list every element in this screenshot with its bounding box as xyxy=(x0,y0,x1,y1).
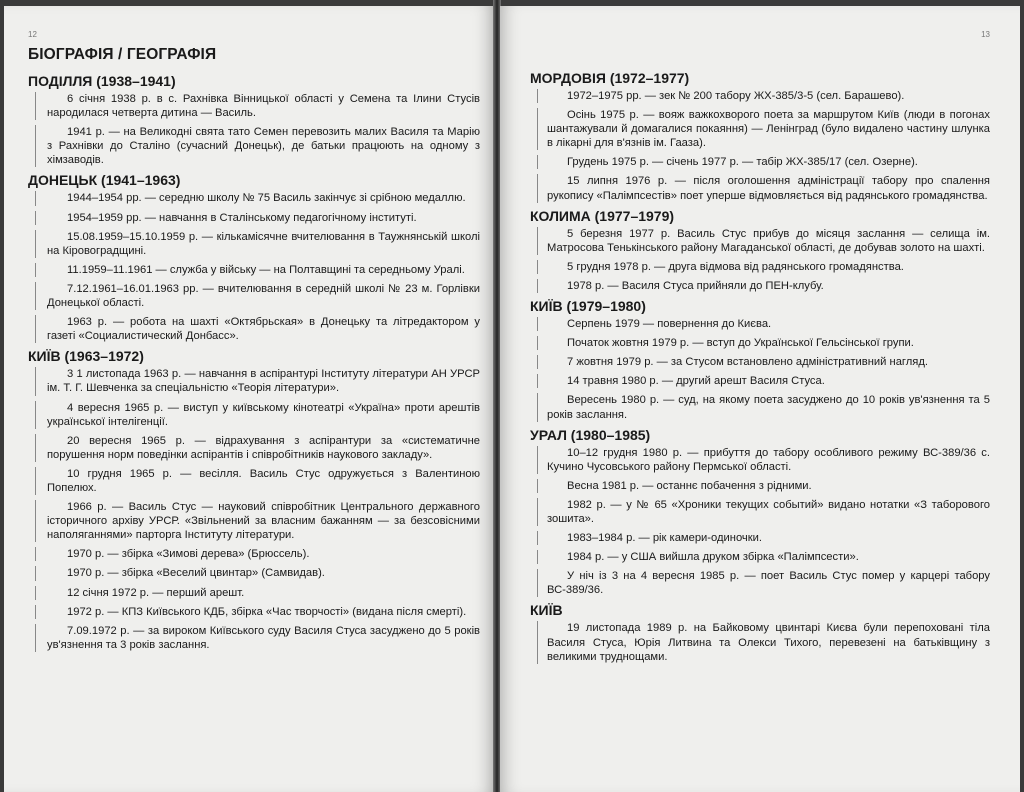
timeline-entry xyxy=(530,355,990,369)
entry-text: 1972 р. — КПЗ Київського КДБ, збірка «Час творчості» (видана після смерті). xyxy=(67,605,467,618)
timeline-entry xyxy=(530,174,990,202)
entry-text: У ніч із 3 на 4 вересня 1985 р. — поет Василь Стус помер у карцері табору ВС-389/36. xyxy=(547,570,990,597)
entry-text: 20 вересня 1965 р. — відрахування з аспірантури за «систематичне порушення норм поведінки аспірантів і співробітників наукового закладу». xyxy=(47,434,480,461)
entry-divider-bar xyxy=(35,282,36,310)
timeline-entry xyxy=(28,624,480,652)
entry-text: 5 березня 1977 р. Василь Стус прибув до місяця заслання — селища ім. Матросова Тенькінського району Магаданської області, де добував золото на шахті. xyxy=(547,227,990,254)
timeline-entry xyxy=(530,446,990,474)
entry-text: 1984 р. — у США вийшла друком збірка «Палімпсести». xyxy=(567,551,859,564)
timeline-entry xyxy=(530,393,990,421)
timeline-entry xyxy=(28,125,480,167)
timeline-entry xyxy=(28,263,480,277)
timeline-entry xyxy=(28,230,480,258)
entry-text: 1970 р. — збірка «Веселий цвинтар» (Самвидав). xyxy=(67,567,325,580)
timeline-entry xyxy=(530,336,990,350)
entry-divider-bar xyxy=(537,479,538,493)
timeline-entry xyxy=(28,282,480,310)
entry-divider-bar xyxy=(537,317,538,331)
entry-text: 15 липня 1976 р. — після оголошення адміністрації табору про спалення рукопису «Палімпсестів» поет уперше відмовляється від радянського громадянства. xyxy=(547,175,990,202)
entry-divider-bar xyxy=(35,434,36,462)
entry-text: 10–12 грудня 1980 р. — прибуття до табору особливого режиму ВС-389/36 с. Кучино Чусовського району Пермської області. xyxy=(547,446,990,473)
entry-divider-bar xyxy=(537,279,538,293)
timeline-section xyxy=(530,427,990,598)
entry-divider-bar xyxy=(537,446,538,474)
entry-divider-bar xyxy=(537,355,538,369)
entry-divider-bar xyxy=(35,315,36,343)
entry-text: 1963 р. — робота на шахті «Октябрьская» в Донецьку та літредактором у газеті «Социалистический Донбасс». xyxy=(47,316,480,343)
entry-divider-bar xyxy=(537,393,538,421)
timeline-entry xyxy=(530,621,990,663)
timeline-entry xyxy=(28,566,480,580)
entry-text: 11.1959–11.1961 — служба у війську — на Полтавщині та середньому Уралі. xyxy=(67,263,465,276)
entry-text: 7.12.1961–16.01.1963 рр. — вчителювання в середній школі № 23 м. Горлівки Донецької області. xyxy=(47,282,480,310)
timeline-entry xyxy=(28,211,480,225)
entry-text: 4 вересня 1965 р. — виступ у київському кінотеатрі «Україна» проти арештів української інтелігенції. xyxy=(47,401,480,428)
section-title: ДОНЕЦЬК (1941–1963) xyxy=(28,172,181,189)
entry-text: 6 січня 1938 р. в с. Рахнівка Вінницької області у Семена та Ілини Стусів народилася четверта дитина — Василь. xyxy=(47,93,480,120)
entry-text: 1966 р. — Василь Стус — науковий співробітник Центрального державного історичного архіву УРСР. «Звільнений за власним бажанням — за безсовісними наполяганнями» парторга Інституту літератури. xyxy=(47,501,480,542)
right-page xyxy=(500,6,1020,792)
timeline-entry xyxy=(530,260,990,274)
timeline-entry xyxy=(28,500,480,542)
timeline-entry xyxy=(28,605,480,619)
timeline-entry xyxy=(28,191,480,205)
entry-divider-bar xyxy=(537,227,538,255)
entry-divider-bar xyxy=(537,336,538,350)
timeline-entry xyxy=(28,434,480,462)
entry-text: 1982 р. — у № 65 «Хроники текущих событий» видано нотатки «З таборового зошита». xyxy=(547,498,990,525)
entry-divider-bar xyxy=(35,467,36,495)
entry-text: 12 січня 1972 р. — перший арешт. xyxy=(67,586,245,599)
entry-text: 1944–1954 рр. — середню школу № 75 Василь закінчує зі срібною медаллю. xyxy=(67,192,466,205)
timeline-section xyxy=(28,172,480,343)
entry-text: 19 листопада 1989 р. на Байковому цвинтарі Києва були перепоховані тіла Василя Стуса, Юрія Литвина та Олекси Тихого, перевезені на батьківщину з великими труднощами. xyxy=(547,622,990,663)
entry-divider-bar xyxy=(35,624,36,652)
entry-divider-bar xyxy=(537,621,538,663)
entry-divider-bar xyxy=(537,374,538,388)
timeline-entry xyxy=(28,467,480,495)
entry-divider-bar xyxy=(35,211,36,225)
section-title: КИЇВ xyxy=(530,602,563,619)
entry-divider-bar xyxy=(35,401,36,429)
entry-divider-bar xyxy=(537,174,538,202)
timeline-entry xyxy=(530,279,990,293)
section-title: ПОДІЛЛЯ (1938–1941) xyxy=(28,73,176,89)
entry-divider-bar xyxy=(35,605,36,619)
entry-text: 1983–1984 р. — рік камери-одиночки. xyxy=(567,532,763,545)
timeline-entry xyxy=(28,367,480,395)
timeline-section xyxy=(28,348,480,652)
entry-text: 1972–1975 рр. — зек № 200 табору ЖХ-385/3-5 (сел. Барашево). xyxy=(567,90,905,102)
timeline-entry xyxy=(530,569,990,597)
entry-text: 1941 р. — на Великодні свята тато Семен перевозить малих Василя та Марію з Рахнівки до Сталіно (сучасний Донецьк), де батьки працюють на одному з хімзаводів. xyxy=(47,126,480,167)
right-page-content xyxy=(530,70,990,669)
timeline-section xyxy=(530,602,990,663)
timeline-section xyxy=(530,298,990,422)
entry-divider-bar xyxy=(537,155,538,169)
entry-divider-bar xyxy=(537,498,538,526)
right-sections xyxy=(530,70,990,664)
entry-divider-bar xyxy=(35,367,36,395)
timeline-entry xyxy=(530,227,990,255)
entry-text: 1978 р. — Василя Стуса прийняли до ПЕН-клубу. xyxy=(567,279,824,292)
entry-divider-bar xyxy=(35,125,36,167)
entry-text: 3 1 листопада 1963 р. — навчання в аспірантурі Інституту літератури АН УРСР ім. Т. Г. Шевченка за спеціальністю «Теорія літератури». xyxy=(47,368,480,395)
timeline-entry xyxy=(28,547,480,561)
timeline-entry xyxy=(530,108,990,150)
entry-divider-bar xyxy=(35,92,36,120)
entry-divider-bar xyxy=(35,566,36,580)
timeline-entry xyxy=(28,315,480,343)
timeline-entry xyxy=(530,317,990,331)
entry-text: Грудень 1975 р. — січень 1977 р. — табір ЖХ-385/17 (сел. Озерне). xyxy=(567,156,918,169)
entry-text: 15.08.1959–15.10.1959 р. — кількамісячне вчителювання в Таужнянській школі на Кіровоградщині. xyxy=(47,230,480,257)
entry-divider-bar xyxy=(35,500,36,542)
left-sections xyxy=(28,73,480,652)
entry-divider-bar xyxy=(35,547,36,561)
entry-text: 10 грудня 1965 р. — весілля. Василь Стус одружується з Валентиною Попелюх. xyxy=(47,467,480,494)
entry-text: Весна 1981 р. — останнє побачення з рідними. xyxy=(567,479,812,492)
entry-text: 7.09.1972 р. — за вироком Київського суду Василя Стуса засуджено до 5 років ув'язнення та 3 років заслання. xyxy=(47,624,480,651)
entry-text: 1954–1959 рр. — навчання в Сталінському педагогічному інституті. xyxy=(67,211,417,224)
entry-text: 5 грудня 1978 р. — друга відмова від радянського громадянства. xyxy=(567,260,904,273)
timeline-section xyxy=(28,73,480,167)
timeline-entry xyxy=(530,531,990,545)
timeline-entry xyxy=(530,89,990,103)
timeline-entry xyxy=(530,155,990,169)
entry-divider-bar xyxy=(537,89,538,103)
entry-divider-bar xyxy=(537,531,538,545)
entry-text: Серпень 1979 — повернення до Києва. xyxy=(567,318,772,331)
section-title: КИЇВ (1979–1980) xyxy=(530,298,646,315)
timeline-entry xyxy=(530,374,990,388)
timeline-entry xyxy=(28,586,480,600)
left-page-content xyxy=(28,46,480,657)
section-title: КИЇВ (1963–1972) xyxy=(28,348,144,365)
timeline-section xyxy=(530,208,990,293)
timeline-entry xyxy=(28,92,480,120)
timeline-entry xyxy=(530,479,990,493)
entry-divider-bar xyxy=(35,586,36,600)
section-title: КОЛИМА (1977–1979) xyxy=(530,207,675,224)
entry-divider-bar xyxy=(537,569,538,597)
entry-text: 1970 р. — збірка «Зимові дерева» (Брюссель). xyxy=(67,548,310,561)
section-title: УРАЛ (1980–1985) xyxy=(530,426,651,443)
entry-divider-bar xyxy=(537,260,538,274)
left-page xyxy=(4,6,494,792)
entry-divider-bar xyxy=(35,191,36,205)
entry-text: 7 жовтня 1979 р. — за Стусом встановлено адміністративний нагляд. xyxy=(567,356,928,369)
timeline-entry xyxy=(530,498,990,526)
entry-text: Початок жовтня 1979 р. — вступ до Української Гельсінської групи. xyxy=(567,337,914,350)
timeline-entry xyxy=(28,401,480,429)
entry-divider-bar xyxy=(537,108,538,150)
page-title: БІОГРАФІЯ / ГЕОГРАФІЯ xyxy=(28,46,217,63)
entry-text: Вересень 1980 р. — суд, на якому поета засуджено до 10 років ув'язнення та 5 років заслання. xyxy=(547,394,990,421)
page-number: 13 xyxy=(981,30,990,39)
entry-divider-bar xyxy=(35,230,36,258)
section-title: МОРДОВІЯ (1972–1977) xyxy=(530,70,690,86)
entry-divider-bar xyxy=(35,263,36,277)
entry-divider-bar xyxy=(537,550,538,564)
timeline-entry xyxy=(530,550,990,564)
page-number: 12 xyxy=(28,30,37,39)
entry-text: Осінь 1975 р. — вояж важкохворого поета за маршрутом Київ (люди в погонах шантажували й домагалися покаяння) — Ленінград (було видалено частину шлунка в лікарні для в'язнів ім. Гааза). xyxy=(547,109,990,150)
timeline-section xyxy=(530,70,990,203)
entry-text: 14 травня 1980 р. — другий арешт Василя Стуса. xyxy=(567,375,825,388)
